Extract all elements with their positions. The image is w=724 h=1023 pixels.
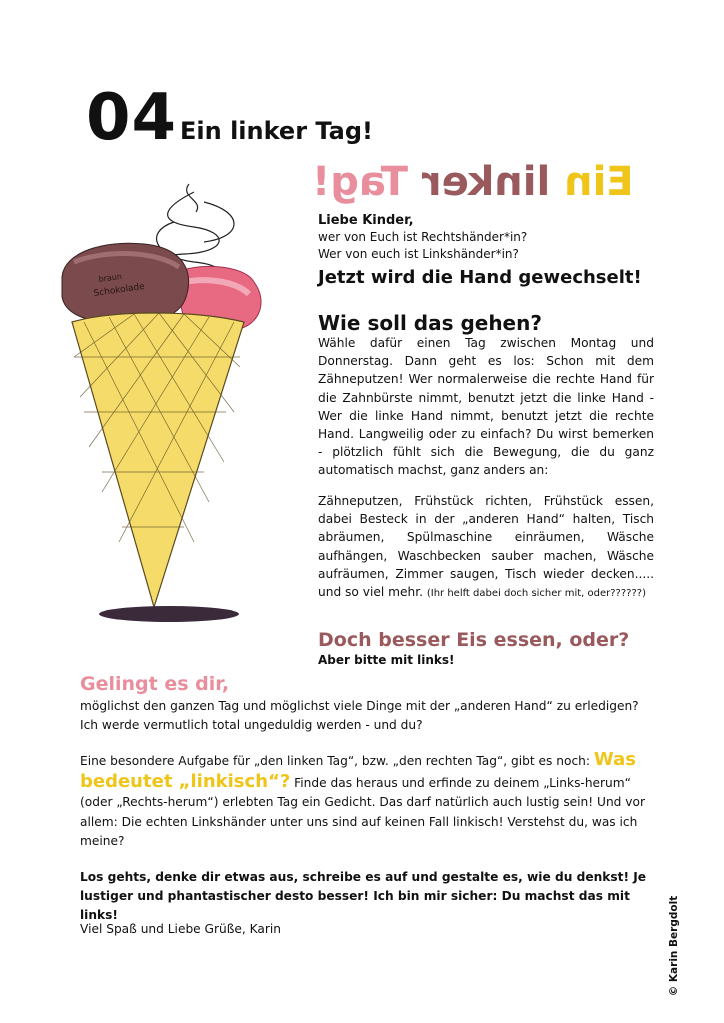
section-number: 04 [86,81,178,155]
paragraph-instructions: Wähle dafür einen Tag zwischen Montag und Donnerstag. Dann geht es los: Schon mit dem Zähneputzen! Wer normalerweise die rechte Hand für die Zahnbürste nimmt, benutzt jetzt die linke Hand - Wer die linke Hand nimmt, benutzt jetzt die rechte Hand. Langweilig oder zu einfach? Du wirst bemerken - plötzlich fühlt sich die Bewegung, die du ganz automatisch machst, ganz anders an: [318,336,654,478]
task-lead: Eine besondere Aufgabe für „den linken Tag“, bzw. „den rechten Tag“, gibt es noch: [80,754,594,768]
question-right-handed: wer von Euch ist Rechtshänder*in? [318,230,528,244]
paragraph-gelingt: möglichst den ganzen Tag und möglichst viele Dinge mit der „anderen Hand“ zu erledigen? Ich werde vermutlich total ungeduldig werden - und du? [80,699,639,732]
activities-text: Zähneputzen, Frühstück richten, Frühstück essen, dabei Besteck in der „anderen Hand“ halten, Tisch abräumen, Spülmaschine einräumen, Wäsche aufhängen, Waschbecken sauber machen, Wäsche aufräumen, Zimmer saugen, Tisch wieder decken..... und so viel mehr. [318,494,654,600]
mirrored-word-linker: linker [421,159,551,205]
mirrored-word-ein: Ein [564,159,634,205]
scoop-label: Schokolade [93,281,146,299]
question-left-handed: Wer von euch ist Linkshänder*in? [318,247,519,261]
paragraph-task [80,750,648,852]
greeting: Liebe Kinder, [318,213,414,228]
mirrored-word-tag: Tag! [312,159,408,205]
paragraph-activities [318,492,654,603]
ice-cream-illustration [44,182,284,622]
paragraph-closing: Los gehts, denke dir etwas aus, schreibe es auf und gestalte es, wie du denkst! Je lustiger und phantastischer desto besser! Ich bin mir sicher: Du machst das mit links! [80,870,647,922]
headline-switch-hand: Jetzt wird die Hand gewechselt! [318,267,642,288]
cone-base [99,606,239,622]
heading-how: Wie soll das gehen? [318,311,542,335]
subheading-eis: Aber bitte mit links! [318,653,455,667]
scoop-label-small: braun [98,271,123,284]
heading-gelingt: Gelingt es dir, [80,673,230,695]
page-title: Ein linker Tag! [180,117,373,145]
copyright-notice: © Karin Bergdolt [668,895,680,997]
heading-eis: Doch besser Eis essen, oder? [318,629,630,651]
signoff: Viel Spaß und Liebe Grüße, Karin [80,922,282,936]
activities-note: (Ihr helft dabei doch sicher mit, oder??????) [426,588,646,600]
task-highlight: Was bedeutet „linkisch“? [80,749,636,792]
mirrored-title [312,158,648,208]
task-rest: Finde das heraus und erfinde zu deinem „Links-herum“ (oder „Rechts-herum“) erlebten Tag ein Gedicht. Das darf natürlich auch lustig sein! Und vor allem: Die echten Linkshänder unter uns sind auf keinen Fall linkisch! Verstehst du, was ich meine? [80,775,645,848]
